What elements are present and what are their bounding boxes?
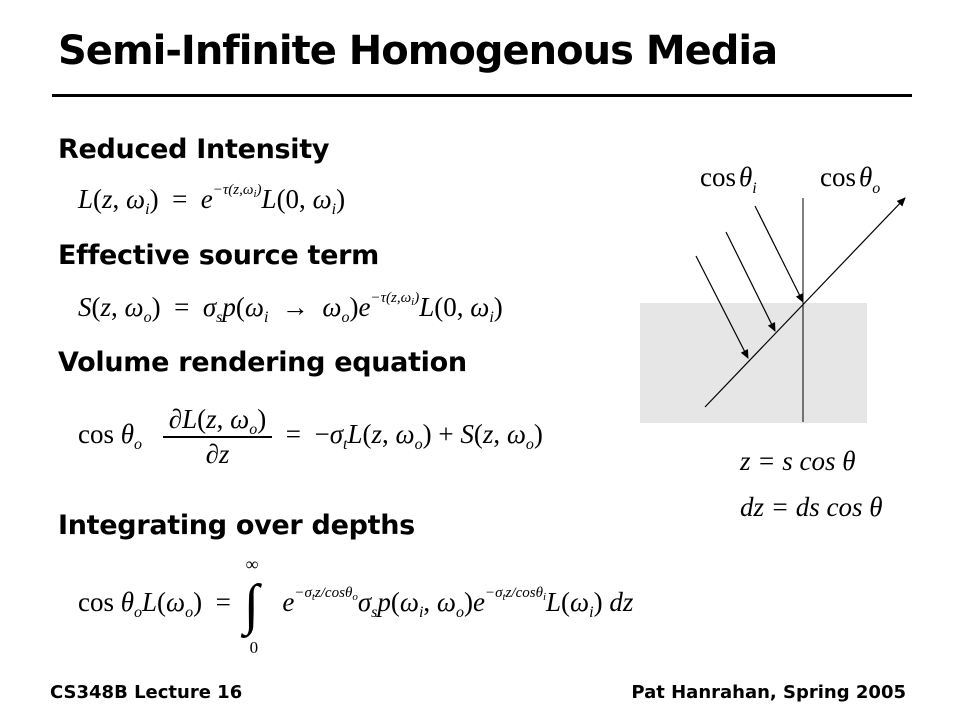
medium-slab [640,303,867,423]
title-divider [52,94,912,97]
equation-integrating: $\cos \theta_oL(\omega_o)$ = ∫ ∞ 0 $e^{-\sigma_tz/cos\theta_o}\sigma_sp(\omega_i$, $\omega_o)e^{-\sigma_tz/cos\theta_i}L(\omega_i)$ dz [78,554,634,657]
refraction-diagram [630,150,920,430]
heading-reduced-intensity: Reduced Intensity [58,134,330,165]
equation-effective-source: S(z, $\omega_o) = \sigma_sp(\omega_i \to \omega_o)e^{-\tau(z,\omega_i)}L(0$, $\omega_i$) [78,290,503,326]
label-cos-theta-o: $\cos \theta_o$ [820,162,881,197]
heading-volume-rendering: Volume rendering equation [58,347,467,378]
equation-reduced-intensity: L(z, $\omega_i) = e^{-\tau(z,\omega_i)}L(0$, $\omega_i$) [78,182,346,218]
heading-integrating: Integrating over depths [58,510,415,541]
integral-symbol: ∫ ∞ 0 [243,554,259,657]
equation-volume-rendering: $\cos \theta_o$ $\frac{\partial L(z, \omega_o)}{\partial z}$ = $-\sigma_tL(z$, $\omega_o) + S(z$, $\omega_o$) [78,404,543,469]
equation-dz-depth: dz = ds cos θ [740,492,883,522]
footer-author: Pat Hanrahan, Spring 2005 [631,682,906,703]
slide-title: Semi-Infinite Homogenous Media [58,28,778,74]
label-cos-theta-i: $\cos \theta_i$ [700,162,757,197]
heading-effective-source: Effective source term [58,240,379,271]
equation-z-depth: z = s cos θ [740,446,856,476]
footer-course: CS348B Lecture 16 [50,682,243,703]
incident-ray-3 [755,206,803,302]
